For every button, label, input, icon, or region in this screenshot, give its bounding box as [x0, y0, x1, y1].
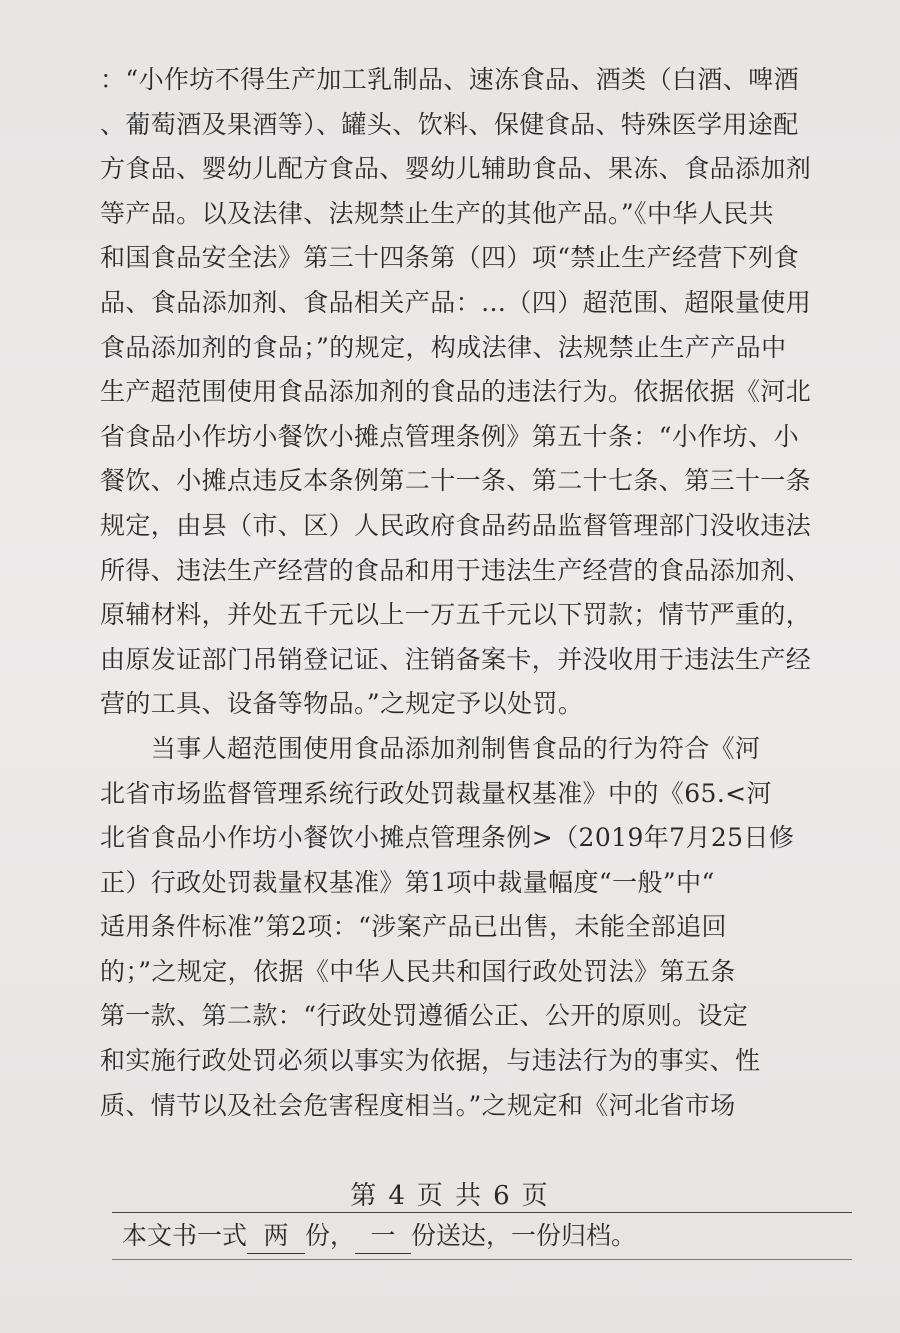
text-line: 质、情节以及社会危害程度相当。”之规定和《河北省市场 [100, 1090, 736, 1120]
text-line: 等产品。以及法律、法规禁止生产的其他产品。”《中华人民共 [100, 198, 774, 228]
page-number-current: 4 [388, 1181, 407, 1211]
text-line: 省食品小作坊小餐饮小摊点管理条例》第五十条：“小作坊、小 [100, 421, 799, 451]
text-line: 所得、违法生产经营的食品和用于违法生产经营的食品添加剂、 [100, 555, 812, 585]
text-line: 第一款、第二款：“行政处罚遵循公正、公开的原则。设定 [100, 1001, 749, 1031]
text-line: 营的工具、设备等物品。”之规定予以处罚。 [100, 689, 584, 719]
copies-suffix: 份送达，一份归档。 [411, 1221, 637, 1250]
bottom-divider [112, 1259, 852, 1260]
copies-statement [122, 1216, 636, 1256]
text-line: 原辅材料，并处五千元以上一万五千元以下罚款；情节严重的， [100, 600, 812, 630]
copies-mid: 份， [305, 1221, 356, 1250]
text-line: 由原发证部门吊销登记证、注销备案卡，并没收用于违法生产经 [100, 644, 812, 674]
page-number-middle: 页 共 [416, 1181, 484, 1211]
text-line: 规定，由县（市、区）人民政府食品药品监督管理部门没收违法 [100, 510, 812, 540]
page-number [0, 1178, 900, 1214]
text-line: 北省市场监督管理系统行政处罚裁量权基准》中的《65.<河 [100, 778, 772, 808]
copies-total-field: 两 [247, 1219, 305, 1254]
text-line: 餐饮、小摊点违反本条例第二十一条、第二十七条、第三十一条 [100, 466, 812, 496]
copies-served-field: 一 [355, 1219, 411, 1254]
text-line: 生产超范围使用食品添加剂的食品的违法行为。依据依据《河北 [100, 377, 812, 407]
text-line: 北省食品小作坊小餐饮小摊点管理条例>（2019年7月25日修 [100, 823, 795, 853]
text-line: 方食品、婴幼儿配方食品、婴幼儿辅助食品、果冻、食品添加剂 [100, 154, 812, 184]
document-body [100, 58, 830, 1128]
text-line: 、葡萄酒及果酒等）、罐头、饮料、保健食品、特殊医学用途配 [100, 109, 799, 139]
text-line: 食品添加剂的食品；”的规定，构成法律、法规禁止生产产品中 [100, 332, 787, 362]
text-line: 和实施行政处罚必须以事实为依据，与违法行为的事实、性 [100, 1046, 761, 1076]
text-line: 适用条件标准”第2项：“涉案产品已出售，未能全部追回 [100, 912, 727, 942]
text-line: 当事人超范围使用食品添加剂制售食品的行为符合《河 [100, 733, 761, 763]
page-number-prefix: 第 [350, 1181, 379, 1211]
text-line: ：“小作坊不得生产加工乳制品、速冻食品、酒类（白酒、啤酒 [100, 65, 799, 94]
page-number-total: 6 [493, 1181, 512, 1211]
text-line: 正）行政处罚裁量权基准》第1项中裁量幅度“一般”中“ [100, 867, 715, 897]
copies-prefix: 本文书一式 [122, 1221, 248, 1250]
text-line: 的；”之规定，依据《中华人民共和国行政处罚法》第五条 [100, 956, 736, 986]
page-number-suffix: 页 [521, 1181, 550, 1211]
text-line: 和国食品安全法》第三十四条第（四）项“禁止生产经营下列食 [100, 243, 799, 273]
footer-divider [112, 1212, 852, 1213]
text-line: 品、食品添加剂、食品相关产品：…（四）超范围、超限量使用 [100, 287, 812, 317]
